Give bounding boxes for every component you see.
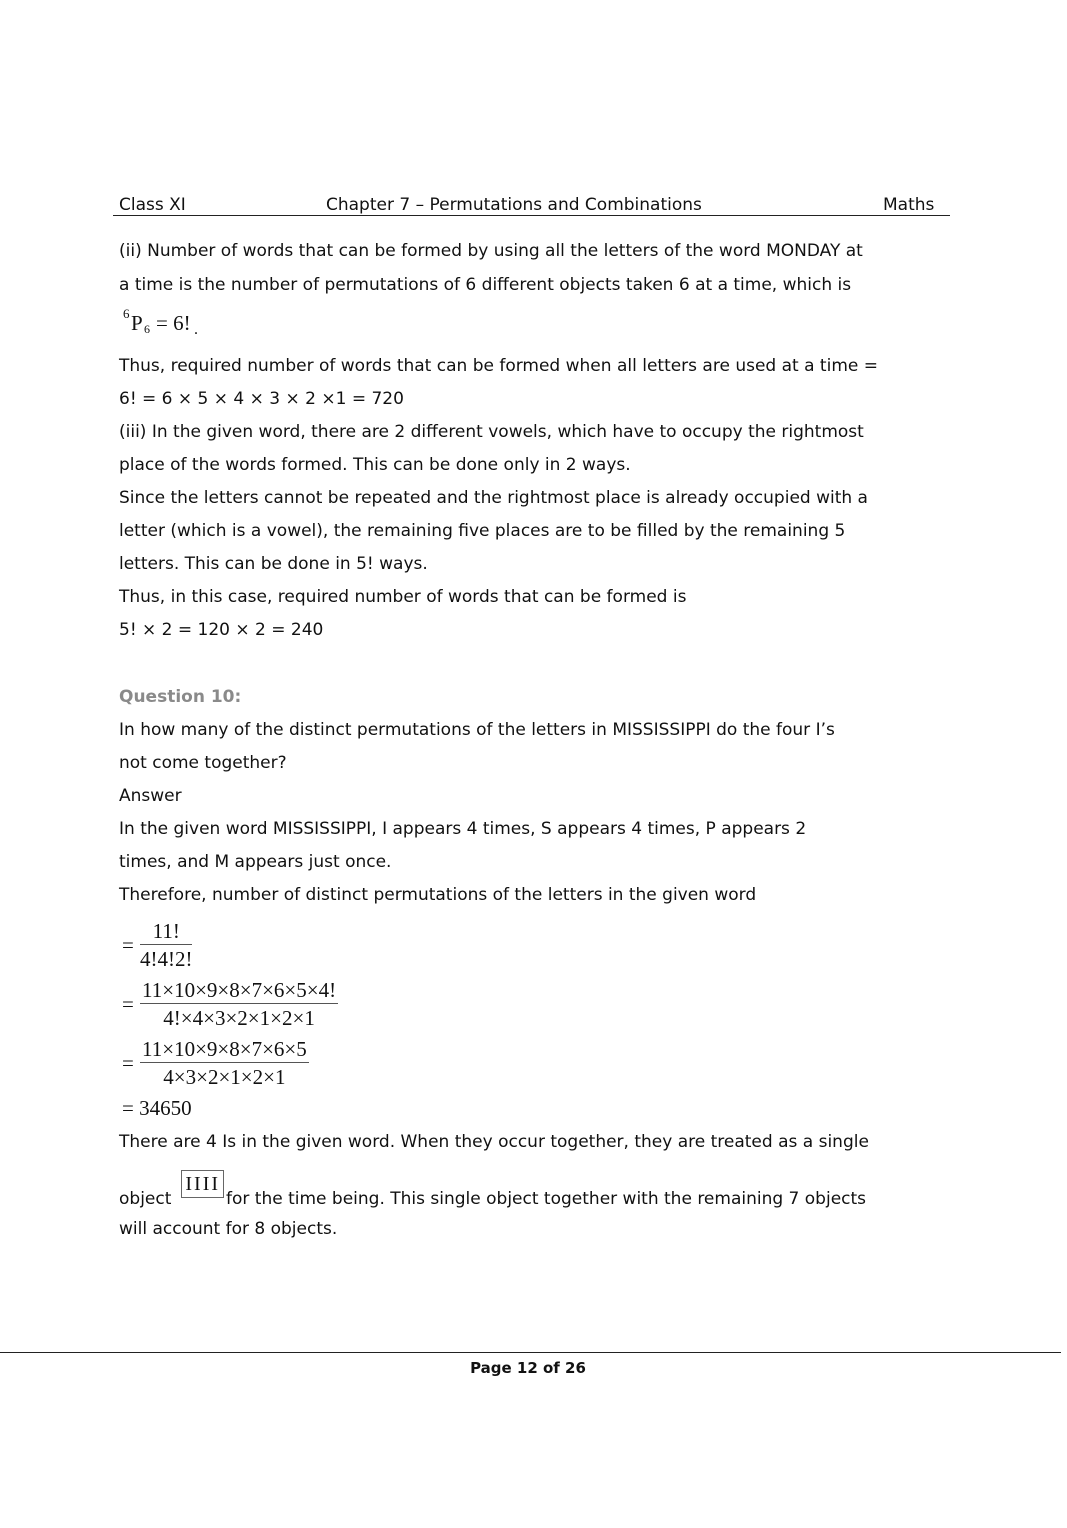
text-line: Thus, in this case, required number of words that can be formed is [119, 587, 687, 607]
text-line: Therefore, number of distinct permutations of the letters in the given word [119, 885, 757, 905]
text-line: Since the letters cannot be repeated and the rightmost place is already occupied with a [119, 488, 868, 508]
document-page: Class XI Chapter 7 – Permutations and Combinations Maths (ii) Number of words that can be formed by using all the letters of the word MONDAY at a time is the number of permutations of 6 different objects taken 6 at a time, which is 6 P 6 = 6! . Thus, required number of words that can be formed when all letters are used at a time = 6! = 6 × 5 × 4 × 3 × 2 ×1 = 720 (iii) In the given word, there are 2 different vowels, which have to occupy the rightmost place of the words formed. This can be done only in 2 ways. Since the letters cannot be repeated and the rightmost place is already occupied with a letter (which is a vowel), the remaining five places are to be filled by the remaining 5 letters. This can be done in 5! ways. Thus, in this case, required number of words that can be formed is 5! × 2 = 120 × 2 = 240 Question 10: In how many of the distinct permutations of the letters in MISSISSIPPI do the four I’s not come together? Answer In the given word MISSISSIPPI, I appears 4 times, S appears 4 times, P appears 2 times, and M appears just once. Therefore, number of distinct permutations of the letters in the given word = $\frac{11!}{4!4!2!}$ = $\frac{11\times 10\times 9\times 8\times 7\times 6\times 5\times 4!}{4!\times 4\times 3\times 2\times 1\times 2\times 1}$ = $\frac{11\times 10\times 9\times 8\times 7\times 6\times 5}{4\times 3\times 2\times 1\times 2\times 1}$ = 34650 There are 4 Is in the given word. When they occur together, they are treated as a single objectIIIIfor the time being. This single object together with the remaining 7 objects will account for 8 objects. Page 12 of 26 [0, 0, 1067, 1528]
fraction [140, 977, 338, 1032]
text-line: place of the words formed. This can be done only in 2 ways. [119, 455, 631, 475]
text-line: (iii) In the given word, there are 2 different vowels, which have to occupy the rightmost [119, 422, 864, 442]
page-number: Page 12 of 26 [470, 1359, 586, 1377]
header-rule [113, 215, 950, 216]
result: = 34650 [122, 1096, 192, 1120]
text-line: times, and M appears just once. [119, 852, 392, 872]
text-line: letter (which is a vowel), the remaining five places are to be filled by the remaining 5 [119, 521, 846, 541]
denominator: 4×3×2×1×2×1 [163, 1065, 286, 1089]
header-subject: Maths [883, 195, 935, 215]
text-line: (ii) Number of words that can be formed by using all the letters of the word MONDAY at [119, 241, 863, 261]
footer-rule [0, 1352, 1061, 1353]
text-line: 6! = 6 × 5 × 4 × 3 × 2 ×1 = 720 [119, 389, 404, 409]
text-line: There are 4 Is in the given word. When they occur together, they are treated as a single [119, 1132, 869, 1152]
answer-label: Answer [119, 786, 182, 806]
text-line [119, 1173, 867, 1212]
text-line: will account for 8 objects. [119, 1219, 338, 1239]
equals-sign: = [122, 1051, 134, 1075]
text: for the time being. This single object together with the remaining 7 objects [226, 1189, 867, 1209]
header-chapter: Chapter 7 – Permutations and Combinations [326, 195, 702, 215]
text-line: letters. This can be done in 5! ways. [119, 554, 428, 574]
question-text: In how many of the distinct permutations of the letters in MISSISSIPPI do the four I’s [119, 720, 835, 740]
denominator: 4!×4×3×2×1×2×1 [163, 1006, 315, 1030]
text-line: a time is the number of permutations of 6 different objects taken 6 at a time, which is [119, 275, 852, 295]
denominator: 4!4!2! [140, 947, 193, 971]
numerator: 11×10×9×8×7×6×5 [142, 1037, 307, 1061]
iiii-box: IIII [181, 1170, 224, 1198]
fraction [140, 918, 192, 973]
fraction [140, 1036, 309, 1091]
equals-sign: = [122, 992, 134, 1016]
header-class: Class XI [119, 195, 186, 215]
question-heading: Question 10: [119, 687, 242, 707]
numerator: 11×10×9×8×7×6×5×4! [142, 978, 337, 1002]
text-line: Thus, required number of words that can be formed when all letters are used at a time = [119, 356, 878, 376]
numerator: 11! [140, 918, 192, 945]
text: object [119, 1189, 172, 1209]
text-line: 5! × 2 = 120 × 2 = 240 [119, 620, 324, 640]
equals-sign: = [122, 933, 134, 957]
text-line: In the given word MISSISSIPPI, I appears 4 times, S appears 4 times, P appears 2 [119, 819, 807, 839]
question-text: not come together? [119, 753, 287, 773]
